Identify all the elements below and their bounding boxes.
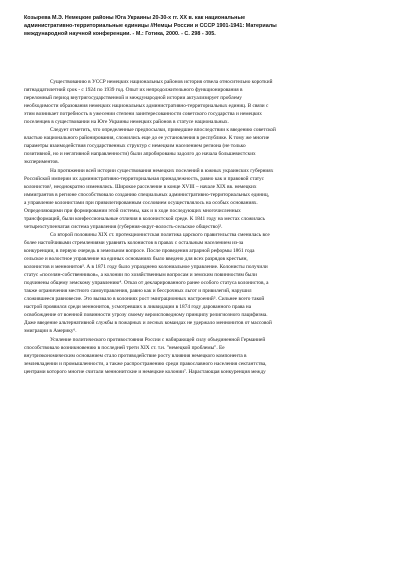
text-line: На протяжении всей истории существования немецких поселений в южных украинских губерниях [50, 167, 274, 174]
text-line: статус «поселян-собственников», а колонии по хозяйственным вопросам и земским повинностям были [24, 272, 257, 279]
bibliographic-header [24, 14, 388, 38]
text-line: Даже введение альтернативной службы в пожарных и лесных командах не удержало меннонитов от массовой [24, 320, 272, 327]
text-line: экспериментов. [24, 159, 59, 166]
text-line: освобождение от военной повинности угрозу своему вероисповедному принципу религиозного пацифизма. [24, 312, 268, 319]
text-line: поселенцев в существовании на Юге Украины немецких районов в статусе национальных. [24, 119, 229, 126]
text-line: Российской империи их административно-территориальная принадлежность, равно как и правовой статус [24, 175, 265, 182]
text-line: необходимости образования немецких национальных административно-территориальных единиц. В связи с [24, 103, 269, 110]
header-line: административно-территориальные единицы //Немцы России и СССР 1901-1941: Материалы [24, 23, 277, 29]
text-line: центрами которого многие считали меннонитские и немецкие колонии⁷. Нарастающая конкуренция между [24, 368, 266, 375]
paragraph-4 [24, 231, 388, 336]
text-line: землевладении и промышленности, а также распространению среди православного населения сектантства, [24, 360, 267, 367]
paragraph-1 [24, 78, 388, 126]
text-line: властью национального районирования, сложились еще до ее установления в республике. К тому же многие [24, 135, 270, 142]
text-line: этим возникает потребность в ужесении степени заинтересованности советского государства и немецких [24, 111, 262, 118]
header-line: Козырева М.Э. Немецкие районы Юга Украины 20-30-х гг. XX в. как национальные [24, 15, 246, 21]
paragraph-2 [24, 126, 388, 166]
text-line: более настойчивыми стремлениями уравнять колонистов в правах с остальным населением из-за [24, 239, 244, 246]
text-line: эмиграции в Америку⁶. [24, 328, 77, 335]
text-line: подчинены общему земскому управлению⁴. Отказ от декларированного ранее особого статуса колонистов, а [24, 280, 269, 287]
text-line: колонистов¹, неоднократно изменялись. Широкое расселение в конце XVIII – начале XIX вв. немецких [24, 183, 257, 190]
text-line: сложившееся равновесие. Это вызвало в колониях рост эмиграционных настроений⁵. Сильнее всего такой [24, 296, 265, 303]
text-line: колонистов и меннонитов³. А в 1871 году было упразднено колониальное управление. Колонисты получили [24, 264, 268, 271]
paragraph-3 [24, 167, 388, 231]
header-line: международной научной конференции. - М.: Готика, 2000. - С. 298 - 305. [24, 31, 216, 37]
paragraph-5 [24, 336, 388, 376]
text-line: позитивной, но и негативной направленности) были апробированы задолго до начала большевистских [24, 151, 256, 158]
text-line: способствовало возникновению в последней трети XIX ст. т.н. "немецкой проблемы". Ее [24, 344, 225, 351]
text-line: также ограничения местного самоуправления, равно как и бессрочных льгот и привилегий, нарушил [24, 288, 252, 295]
text-line: Определяющими при формировании этой системы, как и в ходе последующих многочисленных [24, 207, 241, 214]
text-line: пятнадцатилетний срок - с 1924 по 1939 год. Опыт их непродолжительного функционирования в [24, 87, 243, 94]
text-line: внутриэкономическим основанием стало противодействие росту влияния немецкого компонента в [24, 352, 247, 359]
text-line: Со второй половины XIX ст. протекционистская политика царского правительства сменилась все [50, 231, 270, 238]
text-line: а управление колонистами при привилегированным сословием осуществлялось на особых основаниях. [24, 199, 258, 206]
text-line: настрой проявился среди меннонитов, усмотревших в ликвидации в 1874 году дарованного права на [24, 304, 252, 311]
text-line: переломный период внутригосударственной и международной истории актуализирует проблему [24, 95, 242, 102]
text-line: сельское и волостное управление на единых основаниях было введено для всех разрядов крестьян, [24, 256, 248, 263]
text-line: Усиление политического противостояния России с набирающей силу объединенной Германией [50, 336, 266, 343]
article-body [24, 78, 388, 376]
text-line: трансформаций, были конфессиональные отличия в колонистской среде. К 1841 году на местах сложилась [24, 215, 265, 222]
text-line: конкуренции, в первую очередь в земельном вопросе. После проведения аграрной реформы 1861 года [24, 247, 255, 254]
text-line: параметры взаимодействия государственных структур с немецким населением региона (не только [24, 143, 246, 150]
text-line: четырехступенчатая система управления (губерния-округ-волость-сельское общество)². [24, 223, 223, 230]
text-line: иммигрантов в регионе способствовало созданию специальных административно-территориальных единиц, [24, 191, 270, 198]
text-line: Существованию в УССР немецких национальных районов история отвела относительно короткий [50, 79, 273, 85]
text-line: Следует отметить, что определенные предпосылки, приведшие впоследствии к введению советской [50, 127, 276, 134]
